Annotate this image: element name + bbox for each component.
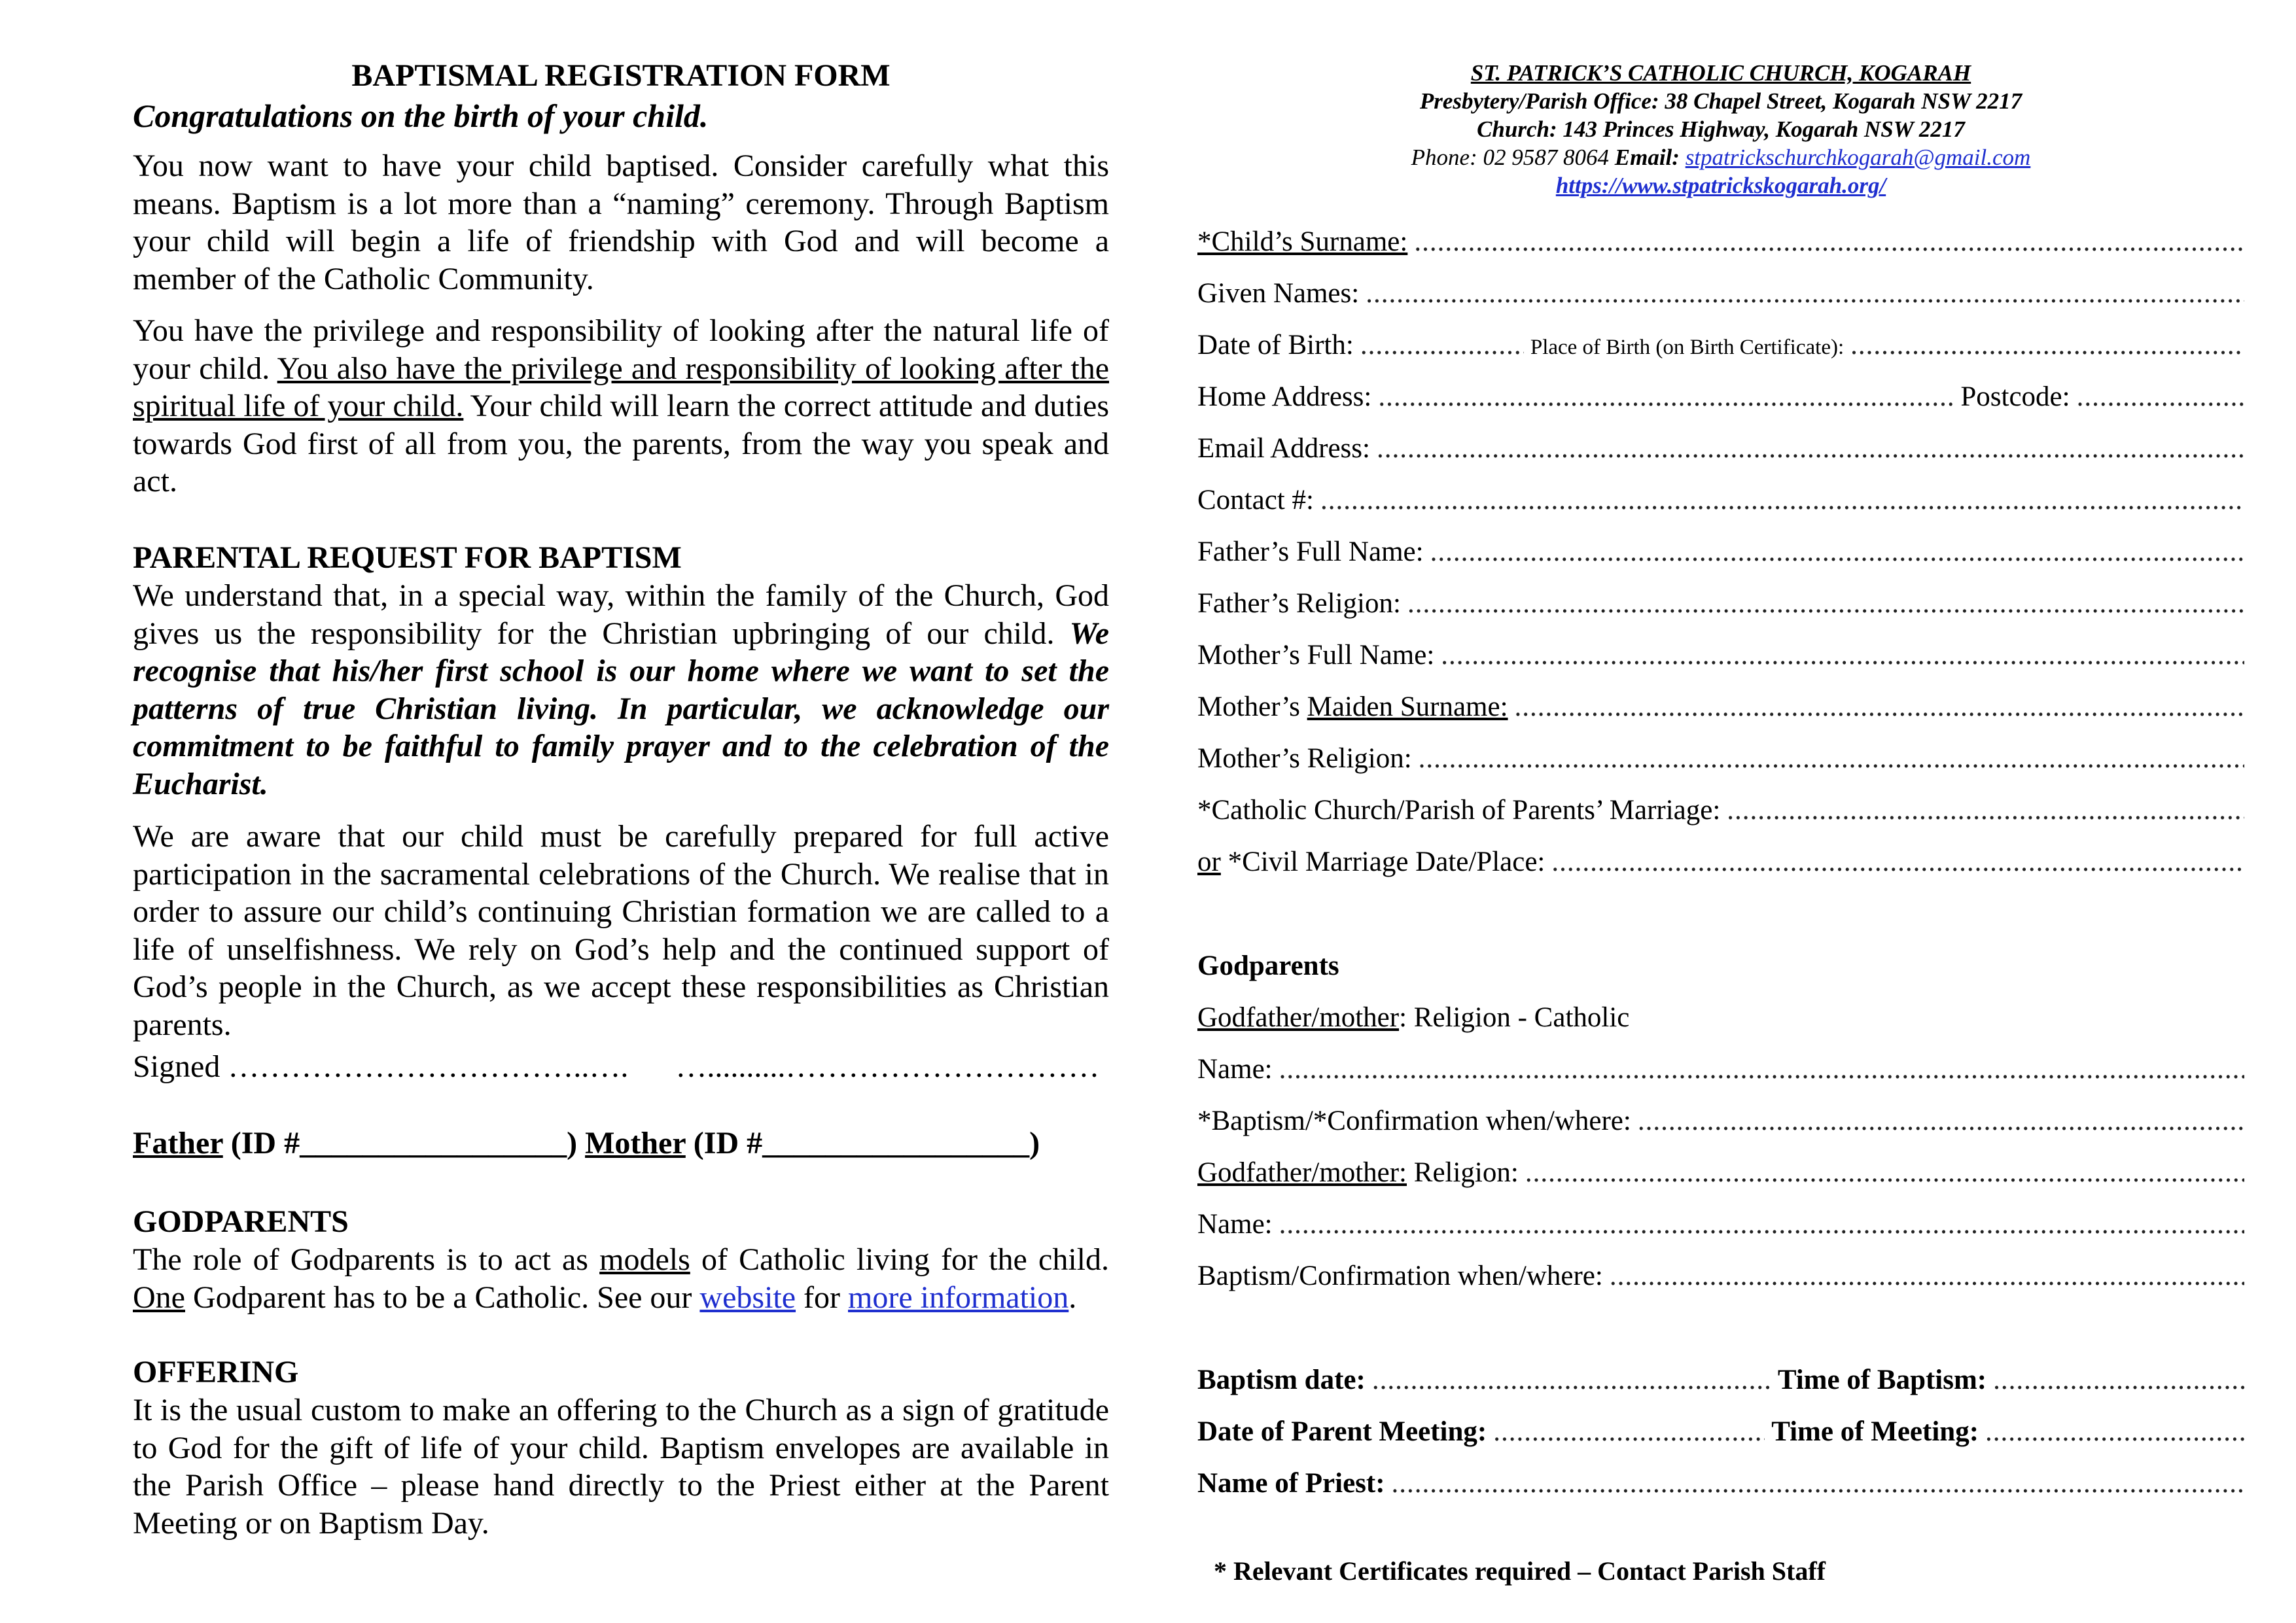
father-label: Father [133, 1126, 223, 1161]
email-label: Email: [1614, 145, 1686, 170]
godparent2-name-field[interactable] [1197, 1208, 2244, 1245]
mothers-religion-label: Mother’s Religion: [1197, 743, 1412, 774]
godparent1-label: Godfather/mother [1197, 1002, 1400, 1033]
contact-number-field[interactable] [1197, 484, 2244, 521]
certificates-note: * Relevant Certificates required – Contact Parish Staff [1214, 1556, 1826, 1586]
godparents-text-e: . [1069, 1280, 1077, 1315]
godparent1-baptism-field[interactable] [1197, 1105, 2244, 1142]
office-address: Presbytery/Parish Office: 38 Chapel Street, Kogarah NSW 2217 [1419, 88, 2022, 114]
baptism-date-label: Baptism date: [1197, 1365, 1366, 1395]
marriage-parish-label: *Catholic Church/Parish of Parents’ Marriage: [1197, 795, 1721, 826]
church-address: Church: 143 Princes Highway, Kogarah NSW 2217 [1477, 116, 1965, 142]
given-names-label: Given Names: [1197, 278, 1360, 309]
church-name: ST. PATRICK’S CATHOLIC CHURCH, KOGARAH [1470, 60, 1971, 86]
civil-marriage-label: or *Civil Marriage Date/Place: [1197, 846, 1545, 877]
godparent1-name-field[interactable] [1197, 1053, 2244, 1090]
contact-line [1197, 143, 2244, 171]
email-link[interactable]: stpatrickschurchkogarah@gmail.com [1685, 145, 2031, 170]
childs-surname-field[interactable] [1197, 226, 2244, 262]
email-address-field[interactable] [1197, 432, 2244, 469]
contact-label: Contact #: [1197, 485, 1314, 515]
priest-name-field[interactable] [1197, 1467, 2244, 1504]
godparent2-religion-field[interactable] [1197, 1157, 2244, 1193]
given-names-field[interactable] [1197, 277, 2244, 314]
time-of-meeting-label: Time of Meeting: [1771, 1416, 1979, 1447]
mothers-name-field[interactable] [1197, 639, 2244, 676]
mother-label: Mother [585, 1126, 686, 1161]
godparents-paragraph [133, 1241, 1109, 1316]
signed-line[interactable]: Signed ……………………………..…. …..........………………………… [133, 1049, 1100, 1084]
church-header [1197, 59, 2244, 200]
parent-id-line [133, 1125, 1040, 1161]
phone-text: Phone: 02 9587 8064 [1411, 145, 1615, 170]
godparent2-baptism-label: Baptism/Confirmation when/where: [1197, 1261, 1603, 1291]
marriage-parish-field[interactable] [1197, 794, 2244, 831]
godparent1-religion-line [1197, 1002, 2244, 1038]
godparents-text-d: for [796, 1280, 849, 1315]
godparents-text-a: The role of Godparents is to act as [133, 1242, 600, 1277]
offering-paragraph: It is the usual custom to make an offering to the Church as a sign of gratitude to God for the gift of life of your child. Baptism envelopes are available in the Parish Office – please hand directly to the Priest either at the Parent Meeting or on Baptism Day. [133, 1393, 1109, 1541]
congratulations-line: Congratulations on the birth of your child. [133, 97, 709, 134]
offering-heading: OFFERING [133, 1355, 299, 1389]
time-of-baptism-label: Time of Baptism: [1777, 1365, 1987, 1395]
postcode-label: Postcode: [1960, 381, 2070, 412]
email-address-label: Email Address: [1197, 433, 1370, 464]
awareness-paragraph: We are aware that our child must be carefully prepared for full active participation in the sacramental celebrations of the Church. We realise that in order to assure our child’s continuing Christian formation we are called to a life of unselfishness. We rely on God’s help and the continued support of God’s people in the Church, as we accept these responsibilities as Christian parents. [133, 819, 1109, 1042]
godparents-heading: GODPARENTS [133, 1204, 349, 1239]
fathers-religion-field[interactable] [1197, 587, 2244, 624]
website-url-row [1197, 171, 2244, 200]
mothers-religion-field[interactable] [1197, 742, 2244, 779]
more-information-link[interactable]: more information [848, 1280, 1069, 1315]
godparents-text-b: of Catholic living for the child. [690, 1242, 1109, 1277]
mothers-maiden-label: Mother’s Maiden Surname: [1197, 691, 1508, 722]
godparent2-name-label: Name: [1197, 1209, 1273, 1240]
fathers-religion-label: Father’s Religion: [1197, 588, 1401, 619]
godparent2-religion-label: Religion: [1407, 1157, 1519, 1188]
civil-marriage-field[interactable] [1197, 846, 2244, 882]
parental-request-heading: PARENTAL REQUEST FOR BAPTISM [133, 540, 682, 575]
godparent2-label: Godfather/mother: [1197, 1157, 1407, 1188]
mothers-name-label: Mother’s Full Name: [1197, 640, 1435, 671]
godparent1-baptism-label: *Baptism/*Confirmation when/where: [1197, 1106, 1631, 1136]
request-commitment-text: We recognise that his/her first school is our home where we want to set the patterns of true Christian living. In particular, we acknowledge our commitment to be faithful to family prayer and to the celebration of the Eucharist. [133, 616, 1109, 801]
form-title: BAPTISMAL REGISTRATION FORM [351, 58, 891, 93]
priest-name-label: Name of Priest: [1197, 1468, 1385, 1499]
privilege-text-b: Your child will learn the correct attitude and duties towards God first of all from you, the parents, from the way you speak and act. [133, 389, 1110, 498]
godparent1-religion: : Religion - Catholic [1399, 1002, 1630, 1033]
models-word: models [599, 1242, 690, 1277]
father-id-field[interactable]: (ID #_________________) [222, 1126, 586, 1161]
fathers-name-label: Father’s Full Name: [1197, 536, 1424, 567]
request-paragraph [133, 577, 1109, 803]
mother-id-field[interactable]: (ID #_________________) [685, 1126, 1040, 1161]
date-place-of-birth-field[interactable] [1197, 329, 2244, 366]
website-link[interactable]: website [699, 1280, 796, 1315]
mothers-maiden-field[interactable] [1197, 691, 2244, 727]
intro-paragraph: You now want to have your child baptised. Consider carefully what this means. Baptism is a lot more than a “naming” ceremony. Through Baptism your child will begin a life of friendship with God and will become a member of the Catholic Community. [133, 148, 1109, 296]
dob-label: Date of Birth: [1197, 330, 1354, 360]
website-url-link[interactable]: https://www.stpatrickskogarah.org/ [1555, 173, 1886, 198]
privilege-text-a: You have the privilege and responsibility of looking after the natural life of your child. [133, 313, 1109, 386]
home-address-field[interactable] [1197, 381, 2244, 417]
privilege-text-underlined: You also have the privilege and responsibility of looking after the spiritual life of your child. [133, 351, 1109, 423]
fathers-name-field[interactable] [1197, 536, 2244, 572]
godparent2-baptism-field[interactable] [1197, 1260, 2244, 1297]
baptism-date-time-field[interactable] [1197, 1364, 2244, 1401]
privilege-paragraph [133, 312, 1109, 500]
godparents-text-c: Godparent has to be a Catholic. See our [185, 1280, 700, 1315]
godparent1-name-label: Name: [1197, 1054, 1273, 1085]
childs-surname-label: *Child’s Surname: [1197, 226, 1408, 257]
request-text: We understand that, in a special way, within the family of the Church, God gives us the responsibility for the Christian upbringing of our child. [133, 578, 1109, 651]
parent-meeting-field[interactable] [1197, 1416, 2244, 1452]
one-word: One [133, 1280, 185, 1315]
godparents-subheading: Godparents [1197, 951, 1339, 981]
pob-label: Place of Birth (on Birth Certificate): [1530, 336, 1845, 359]
parent-meeting-label: Date of Parent Meeting: [1197, 1416, 1487, 1447]
home-address-label: Home Address: [1197, 381, 1372, 412]
